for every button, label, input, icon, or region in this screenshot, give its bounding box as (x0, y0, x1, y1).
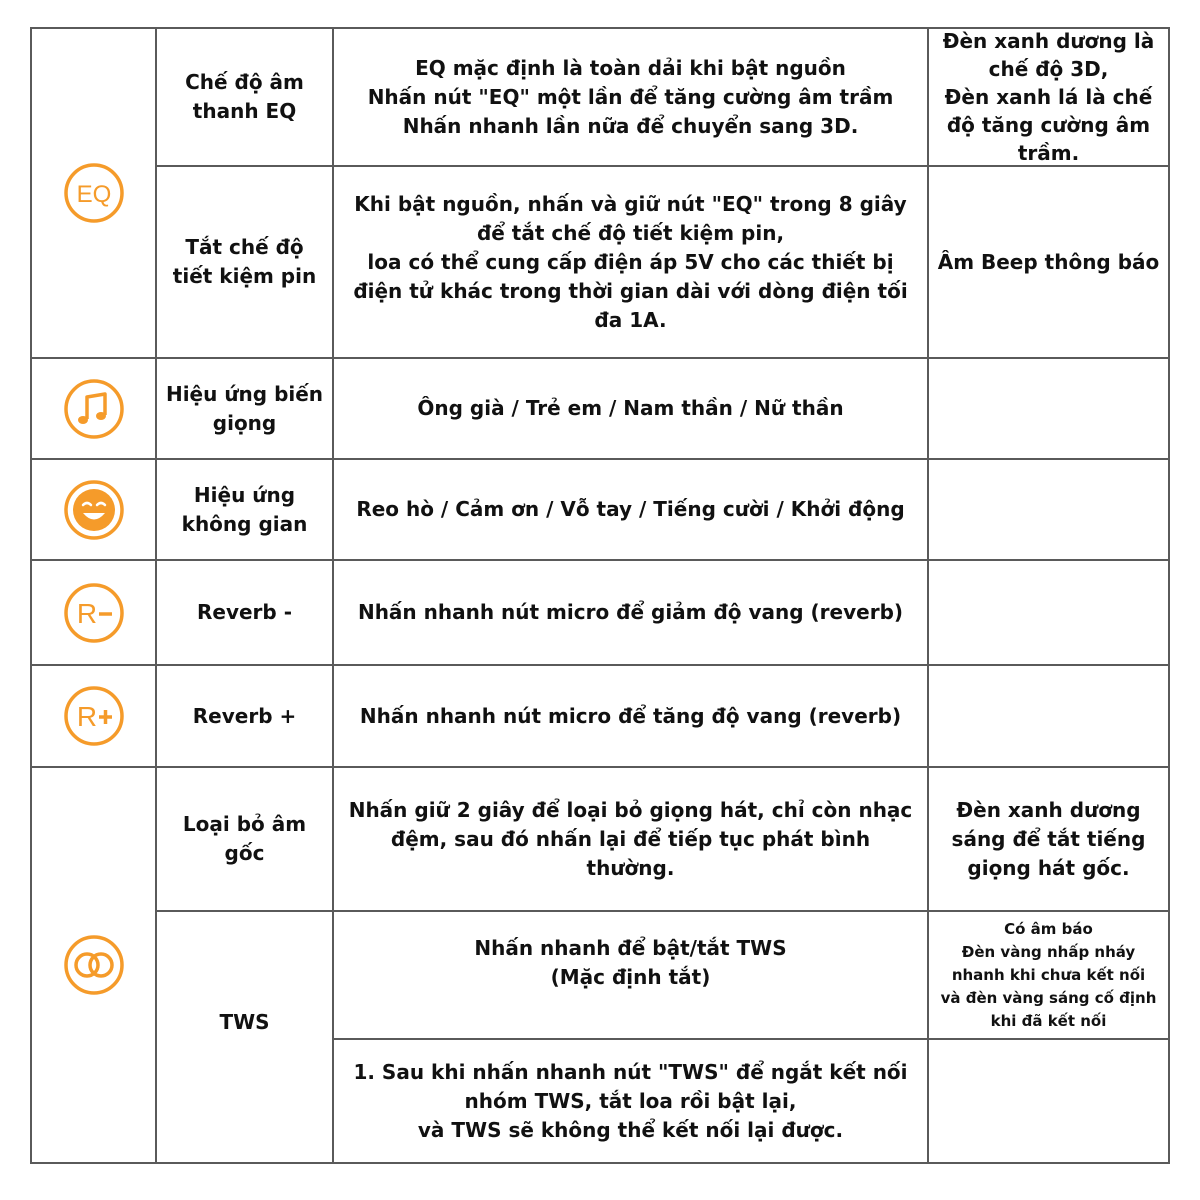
eq-mode-indicator: Đèn xanh dương là chế độ 3D, Đèn xanh lá là chế độ tăng cường âm trầm. (942, 29, 1155, 165)
reverb-plus-description: Nhấn nhanh nút micro để tăng độ vang (reverb) (359, 703, 902, 728)
space-effect-feature: Hiệu ứng không gian (181, 482, 308, 536)
reverb-minus-feature: Reverb - (196, 600, 292, 624)
vocal-remove-feature: Loại bỏ âm gốc (182, 812, 307, 865)
voice-change-description: Ông già / Trẻ em / Nam thần / Nữ thần (417, 396, 844, 420)
tws-description: Nhấn nhanh để bật/tắt TWS (Mặc định tắt) (474, 936, 787, 989)
tws-rings-icon (32, 768, 155, 1162)
grid-line (30, 1162, 1170, 1164)
tws-feature: TWS (219, 1009, 270, 1034)
grid-line (1168, 27, 1170, 1164)
tws-indicator: Có âm báo Đèn vàng nhấp nháy nhanh khi chưa kết nối và đèn vàng sáng cố định khi đã kết nối (940, 919, 1157, 1030)
tws-note: 1. Sau khi nhấn nhanh nút "TWS" để ngắt kết nối nhóm TWS, tắt loa rồi bật lại, và TWS sẽ không thể kết nối lại được. (353, 1059, 908, 1142)
eq-icon (32, 29, 155, 357)
reverb-minus-letter: R (76, 597, 97, 629)
battery-saver-indicator: Âm Beep thông báo (937, 249, 1160, 274)
eq-mode-description: EQ mặc định là toàn dải khi bật nguồn Nhấn nút "EQ" một lần để tăng cường âm trầm Nhấn nhanh lần nữa để chuyển sang 3D. (367, 55, 894, 138)
vocal-remove-indicator: Đèn xanh dương sáng để tắt tiếng giọng hát gốc. (951, 797, 1146, 880)
space-effect-description: Reo hò / Cảm ơn / Vỗ tay / Tiếng cười / Khởi động (356, 497, 905, 521)
vocal-remove-description: Nhấn giữ 2 giây để loại bỏ giọng hát, chỉ còn nhạc đệm, sau đó nhấn lại để tiếp tục phát bình thường. (348, 797, 913, 880)
reverb-plus-feature: Reverb + (192, 703, 297, 728)
eq-icon-text: EQ (76, 181, 111, 208)
reverb-plus-letter: R (76, 701, 97, 732)
voice-change-feature: Hiệu ứng biến giọng (165, 381, 324, 435)
eq-mode-feature: Chế độ âm thanh EQ (185, 70, 304, 123)
music-note-icon (32, 359, 155, 458)
smiley-face-icon (32, 460, 155, 559)
battery-saver-feature: Tắt chế độ tiết kiệm pin (172, 235, 317, 288)
reverb-plus-icon (32, 666, 155, 766)
reverb-minus-icon (32, 561, 155, 664)
reverb-minus-description: Nhấn nhanh nút micro để giảm độ vang (reverb) (357, 600, 904, 624)
battery-saver-description: Khi bật nguồn, nhấn và giữ nút "EQ" trong 8 giây để tắt chế độ tiết kiệm pin, loa có thể cung cấp điện áp 5V cho các thiết bị điện tử khác trong thời gian dài với dòng điện tối đa 1A. (353, 191, 908, 332)
